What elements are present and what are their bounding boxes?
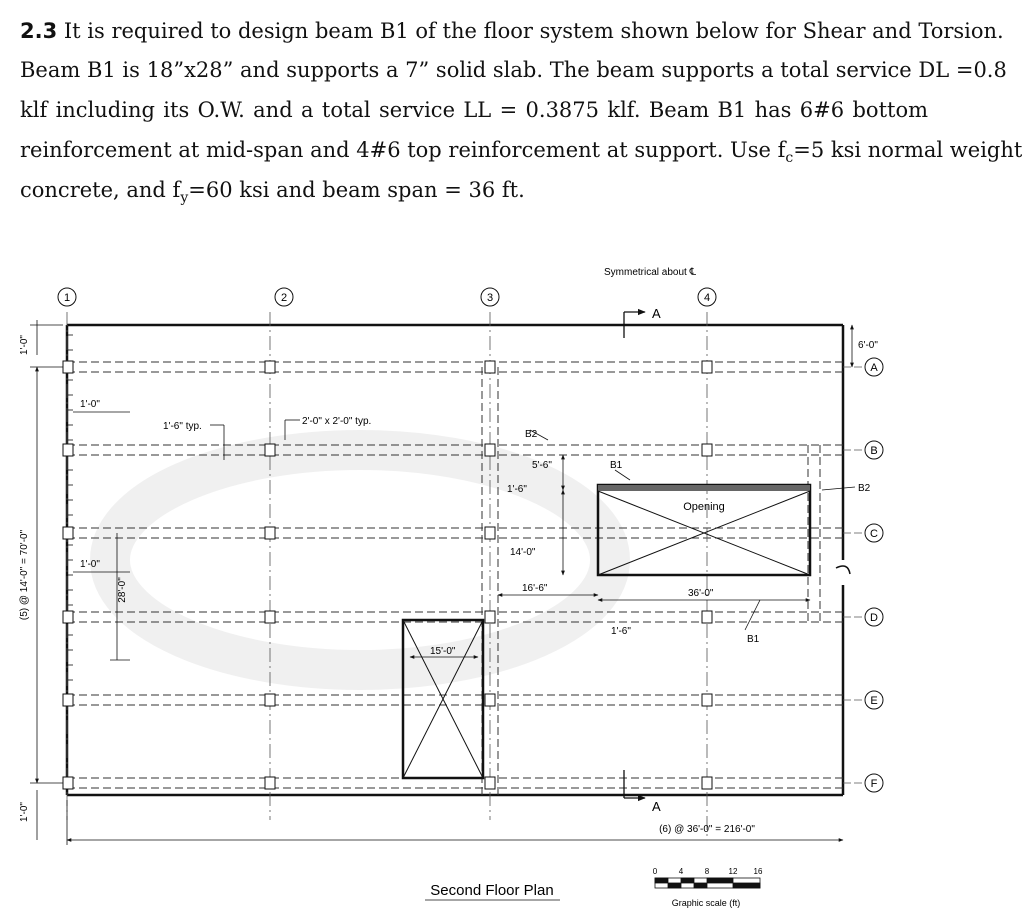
problem-line-5-text: concrete, and f [20,178,181,202]
dim-1-0-top: 1'-0" [80,399,100,410]
dim-15-0: 15'-0" [430,646,456,657]
problem-line-1-text: It is required to design beam B1 of the floor system shown below for Shear and Torsion. [63,19,1004,43]
scale-tick-8: 8 [704,867,710,876]
section-label-top: A [652,306,661,321]
section-label-bottom: A [652,799,661,814]
opening-label: Opening [683,501,725,513]
dim-1-6-typ: 1'-6" typ. [163,421,202,432]
dim-14-0: 14'-0" [510,547,536,558]
dim-1-6-b: 1'-6" [611,626,631,637]
scale-title: Graphic scale (ft) [671,898,741,908]
dim-5-6: 5'-6" [532,460,552,471]
dim-bottom-overhang: 1'-0" [19,802,30,822]
symmetry-note: Symmetrical about ℄ [603,267,697,278]
problem-line-3: klf including its O.W. and a total service LL = 0.3875 klf. Beam B1 has 6#6 bottom [20,98,928,122]
problem-line-4-end: =5 ksi normal weight [793,138,1022,162]
slab-outline [67,325,850,795]
column-bubbles [58,288,716,306]
dim-col-typ: 2'-0" x 2'-0" typ. [302,416,372,427]
row-line-f: F [870,778,878,790]
graphic-scale [655,878,760,888]
fy-subscript: y [180,190,189,207]
row-line-b: B [870,445,878,457]
column-line-3: 3 [486,292,494,304]
dim-36-0: 36'-0" [688,588,714,599]
dim-top-overhang: 1'-0" [19,335,30,355]
dim-28-0: 28'-0" [117,577,128,603]
row-line-d: D [870,612,878,624]
dim-16-6: 16'-6" [522,583,548,594]
column-line-1: 1 [63,292,71,304]
column-line-2: 2 [280,292,288,304]
problem-number: 2.3 [20,19,58,43]
scale-tick-0: 0 [652,867,658,876]
problem-line-4-text: reinforcement at mid-span and 4#6 top reinforcement at support. Use f [20,138,786,162]
problem-line-2: Beam B1 is 18”x28” and supports a 7” solid slab. The beam supports a total service DL =0.8 [20,58,1007,82]
beam-label-b1-top: B1 [610,460,623,471]
aci-watermark [110,450,610,670]
dim-horizontal-total: (6) @ 36'-0" = 216'-0" [659,824,755,835]
scale-tick-16: 16 [753,867,763,876]
dim-1-0-mid: 1'-0" [80,559,100,570]
row-bubbles [865,358,883,792]
bottom-dimension-line [67,800,843,845]
problem-line-5-end: =60 ksi and beam span = 36 ft. [188,178,525,202]
dim-right-overhang: 6'-0" [858,340,878,351]
row-line-a: A [870,362,878,374]
beam-label-b2-right: B2 [858,483,871,494]
plan-title: Second Floor Plan [430,882,554,899]
beam-label-b2: B2 [525,429,538,440]
scale-tick-12: 12 [728,867,738,876]
scale-tick-4: 4 [678,867,684,876]
row-line-e: E [870,695,878,707]
fc-subscript: c [785,150,794,167]
dim-vertical-total: (5) @ 14'-0" = 70'-0" [19,529,30,621]
row-line-c: C [870,528,878,540]
beam-label-b1-bottom: B1 [747,634,760,645]
column-line-4: 4 [703,292,711,304]
dim-1-6-a: 1'-6" [507,484,527,495]
row-leaders [843,367,864,783]
